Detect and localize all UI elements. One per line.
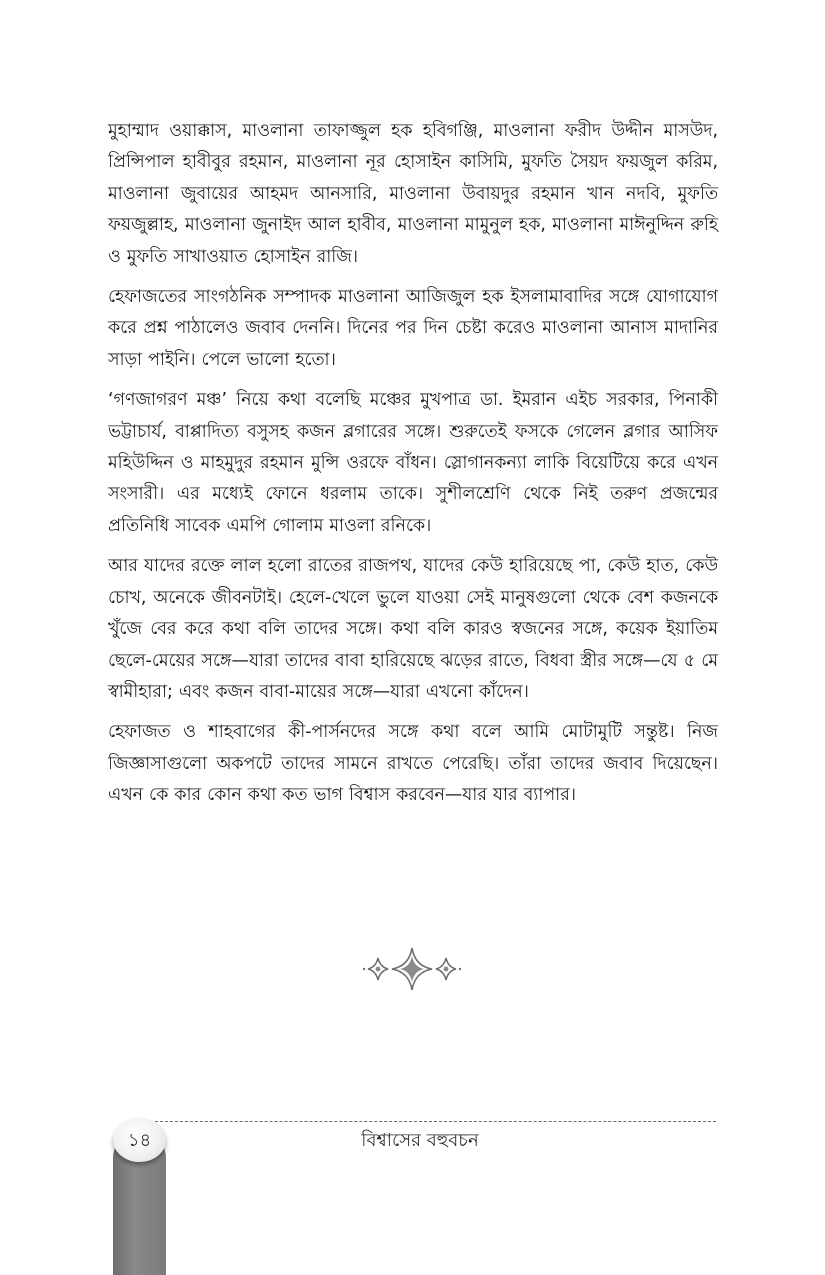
body-text (108, 116, 718, 821)
paragraph-2: হেফাজতের সাংগঠনিক সম্পাদক মাওলানা আজিজুল হক ইসলামাবাদির সঙ্গে যোগাযোগ করে প্রশ্ন পাঠালেও জবাব দেননি। দিনের পর দিন চেষ্টা করেও মাওলানা আনাস মাদানির সাড়া পাইনি। পেলে ভালো হতো। (108, 287, 718, 370)
paragraph-5: হেফাজত ও শাহবাগের কী-পার্সনদের সঙ্গে কথা বলে আমি মোটামুটি সন্তুষ্ট। নিজ জিজ্ঞাসাগুলো অকপটে তাদের সামনে রাখতে পেরেছি। তাঁরা তাদের জবাব দিয়েছেন। এখন কে কার কোন কথা কত ভাগ বিশ্বাস করবেন—যার যার ব্যাপার। (108, 722, 718, 806)
footer-divider (150, 1121, 716, 1122)
paragraph-3: ‘গণজাগরণ মঞ্চ’ নিয়ে কথা বলেছি মঞ্চের মুখপাত্র ডা. ইমরান এইচ সরকার, পিনাকী ভট্টাচার্য, বাপ্পাদিত্য বসুসহ কজন ব্লগারের সঙ্গে। শুরুতেই ফসকে গেলেন ব্লগার আসিফ মহিউদ্দিন ও মাহমুদুর রহমান মুন্সি ওরফে বাঁধন। স্লোগানকন্যা লাকি বিয়েটিয়ে করে এখন সংসারী। এর মধ্যেই ফোনে ধরলাম তাকে। সুশীলশ্রেণি থেকে নিই তরুণ প্রজন্মের প্রতিনিধি সাবেক এমপি গোলাম মাওলা রনিকে। (108, 390, 718, 536)
page-number: ১৪ (127, 1129, 152, 1151)
paragraph-1: মুহাম্মাদ ওয়াক্কাস, মাওলানা তাফাজ্জুল হক হবিগঞ্জি, মাওলানা ফরীদ উদ্দীন মাসউদ, প্রিন্সিপাল হাবীবুর রহমান, মাওলানা নূর হোসাইন কাসিমি, মুফতি সৈয়দ ফয়জুল করিম, মাওলানা জুবায়ের আহমদ আনসারি, মাওলানা উবায়দুর রহমান খান নদবি, মুফতি ফয়জুল্লাহ, মাওলানা জুনাইদ আল হাবীব, মাওলানা মামুনুল হক, মাওলানা মাঈনুদ্দিন রুহি ও মুফতি সাখাওয়াত হোসাইন রাজি। (108, 121, 718, 267)
paragraph-4: আর যাদের রক্তে লাল হলো রাতের রাজপথ, যাদের কেউ হারিয়েছে পা, কেউ হাত, কেউ চোখ, অনেকে জীবনটাই। হেলে-খেলে ভুলে যাওয়া সেই মানুষগুলো থেকে বেশ কজনকে খুঁজে বের করে কথা বলি তাদের সঙ্গে। কথা বলি কারও স্বজনের সঙ্গে, কয়েক ইয়াতিম ছেলে-মেয়ের সঙ্গে—যারা তাদের বাবা হারিয়েছে ঝড়ের রাতে, বিধবা স্ত্রীর সঙ্গে—যে ৫ মে স্বামীহারা; এবং কজন বাবা-মায়ের সঙ্গে—যারা এখনো কাঁদেন। (108, 556, 718, 702)
page-number-badge (113, 1118, 166, 1162)
running-title: বিশ্বাসের বহুবচন (361, 1130, 479, 1151)
star-sparkle-ornament-icon (360, 944, 464, 994)
